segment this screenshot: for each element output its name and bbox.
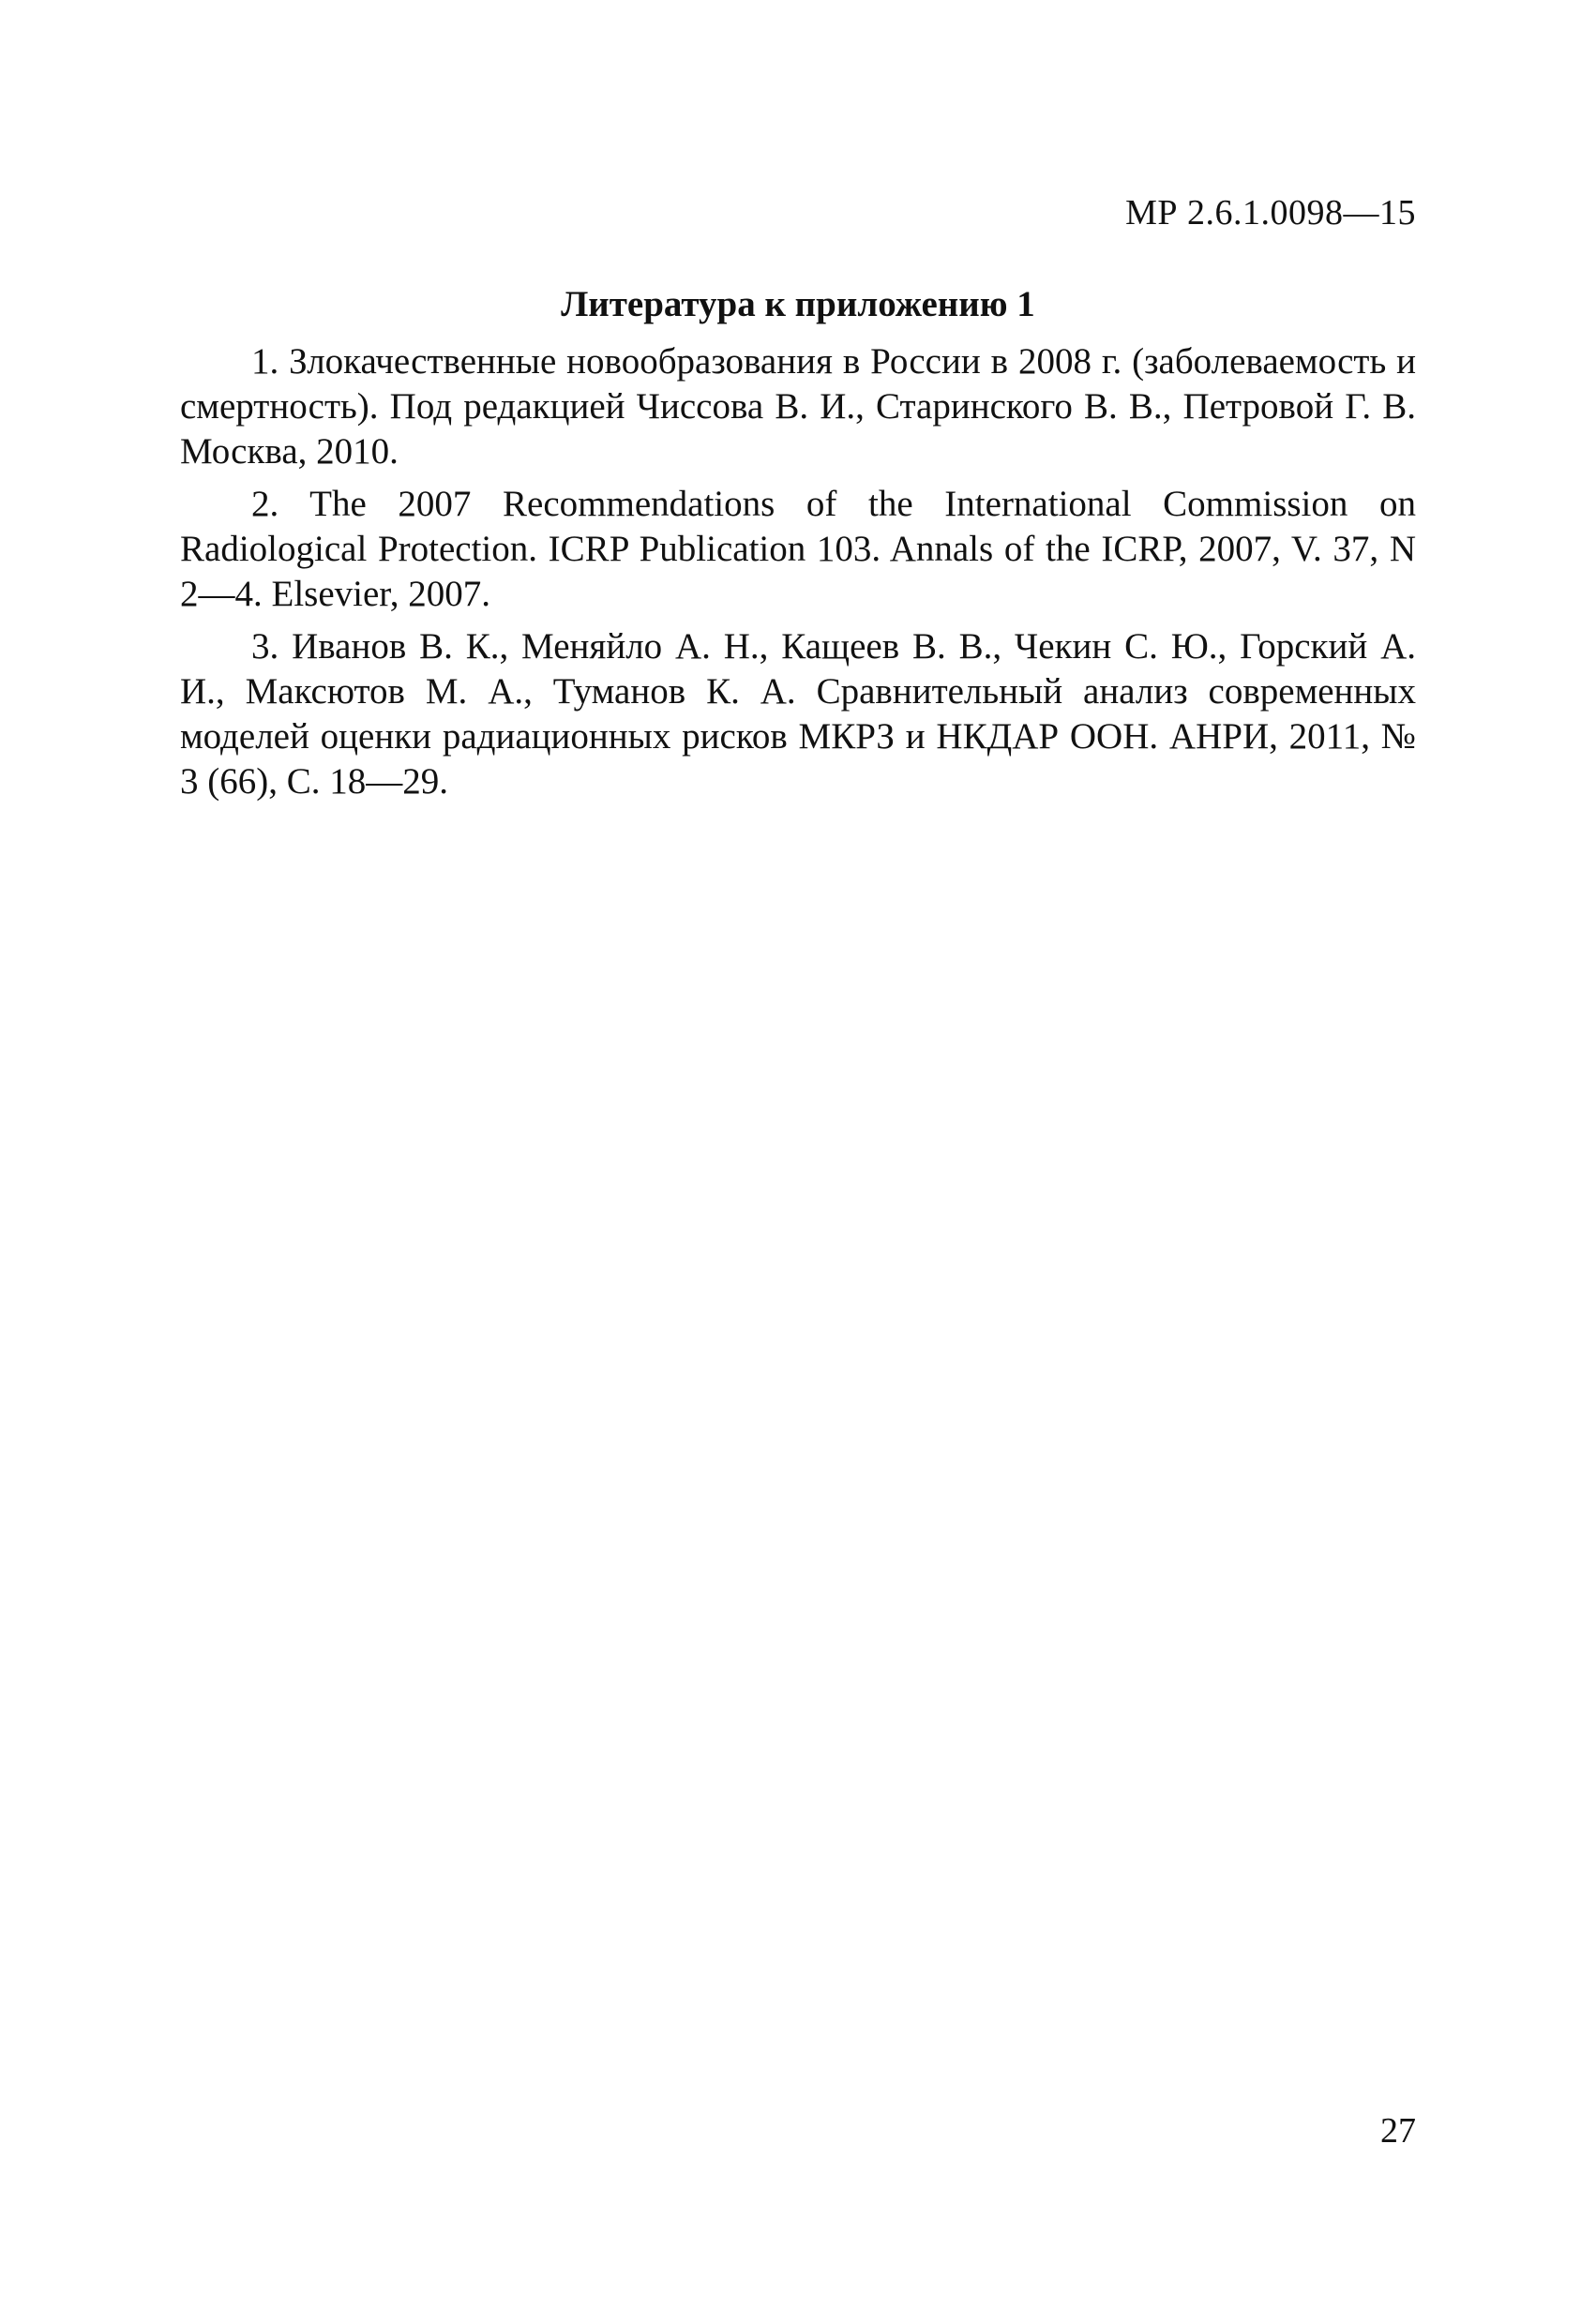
reference-item-2 [180, 482, 1416, 617]
reference-number: 1. [251, 341, 279, 382]
reference-text: Иванов В. К., Меняйло А. Н., Кащеев В. В., Чекин С. Ю., Горский А. И., Максютов М. А., Туманов К. А. Сравнительный анализ современных моделей оценки радиационных рисков МКРЗ и НКДАР ООН. АНРИ, 2011, № 3 (66), С. 18—29. [180, 626, 1416, 802]
section-heading: Литература к приложению 1 [561, 284, 1035, 324]
reference-number: 2. [251, 484, 279, 524]
reference-item-3 [180, 624, 1416, 804]
reference-number: 3. [251, 626, 279, 667]
document-code: МР 2.6.1.0098—15 [1125, 193, 1416, 232]
page-number: 27 [1380, 2111, 1416, 2151]
reference-text: The 2007 Recommendations of the International Commission on Radiological Protection. ICRP Publication 103. Annals of the ICRP, 2007, V. 37, N 2—4. Elsevier, 2007. [180, 484, 1416, 614]
reference-list [180, 339, 1416, 804]
reference-item-1 [180, 339, 1416, 474]
reference-text: Злокачественные новообразования в России в 2008 г. (заболеваемость и смертность). Под редакцией Чиссова В. И., Старинского В. В., Петровой Г. В. Москва, 2010. [180, 341, 1417, 472]
